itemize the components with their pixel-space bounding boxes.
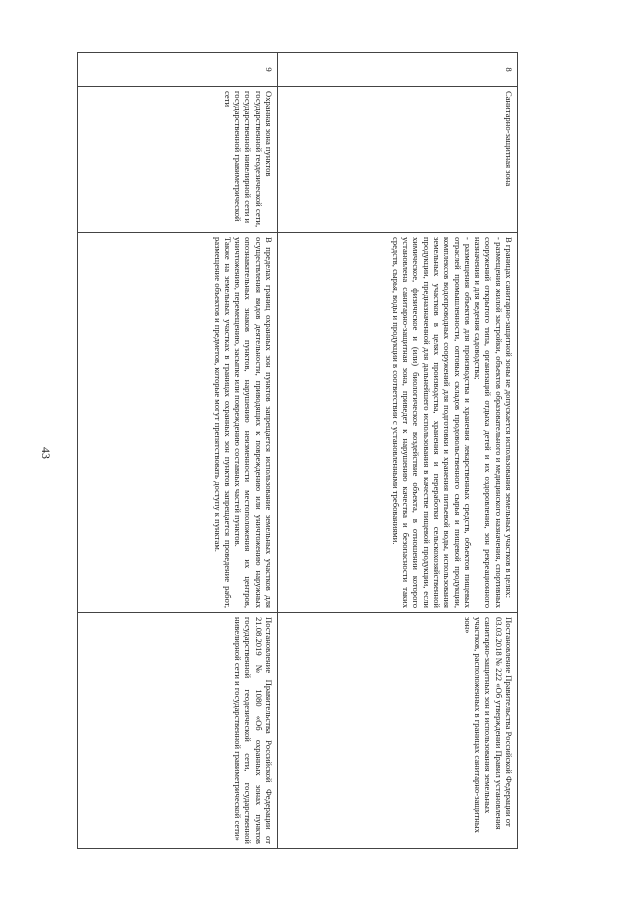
regime-paragraph: Также на земельных участках в границах охранных зон пунктов запрещается проведение работ, размещение объектов и предметов, которые могут препятствовать доступу к пунктам. bbox=[212, 237, 233, 608]
regime-paragraph: В границах санитарно-защитной зоны не допускается использования земельных участков в целях: bbox=[504, 237, 514, 598]
zone-regime bbox=[78, 233, 278, 613]
regime-paragraph: - размещения жилой застройки, объектов образовательного и медицинского назначения, спортивных сооружений открытого типа, организаций отдыха детей и их оздоровления, зон рекреационного назначения и для ведения садоводства; bbox=[473, 237, 504, 608]
row-number: 9 bbox=[78, 53, 278, 87]
regime-paragraph: - размещения объектов для производства и хранения лекарственных средств, объектов пищевых отраслей промышленности, оптовых складов продовольственного сырья и пищевой продукции, комплексов водопроводных сооружений для подготовки и хранения питьевой воды, использования земельных участков в целях производства, хранения и переработки сельскохозяйственной продукции, предназначенной для дальнейшего использования в качестве пищевой продукции, если химическое, физическое и (или) биологическое воздействие объекта, в отношении которого установлена санитарно-защитная зона, приведет к нарушению качества и безопасности таких средств, сырья, воды и продукции в соответствии с установленными требованиями. bbox=[390, 237, 473, 608]
zone-name: Санитарно-защитная зона bbox=[278, 87, 518, 233]
zone-restrictions-table bbox=[77, 52, 518, 849]
zone-name: Охранная зона пунктов государственной геодезической сети, государственной нивелирной сети и государственной гравиметрической сети bbox=[78, 87, 278, 233]
table-row bbox=[278, 53, 518, 849]
page-number: 43 bbox=[39, 447, 53, 459]
restrictions-table-wrapper bbox=[78, 52, 518, 848]
regime-paragraph: В пределах границ охранных зон пунктов запрещается использование земельных участков для осуществления видов деятельности, приводящих к повреждению или уничтожению наружных опознавательных знаков пунктов, нарушению неизменности местоположения их центров, уничтожению, перемещению, засыпке или повреждению составных частей пунктов. bbox=[233, 237, 274, 608]
legal-document: Постановление Правительства Российской Федерации от 03.03.2018 № 222 «Об утверждении Правил установления санитарно-защитных зон и использования земельных участков, расположенных в границах санитарно-защитных зон» bbox=[278, 613, 518, 849]
row-number: 8 bbox=[278, 53, 518, 87]
rotated-table-frame bbox=[78, 52, 518, 848]
legal-document: Постановление Правительства Российской Федерации от 21.08.2019 № 1080 «Об охранных зонах пунктов государственной геодезической сети, государственной нивелирной сети и государственной гравиметрической сети» bbox=[78, 613, 278, 849]
table-row bbox=[78, 53, 278, 849]
zone-regime bbox=[278, 233, 518, 613]
